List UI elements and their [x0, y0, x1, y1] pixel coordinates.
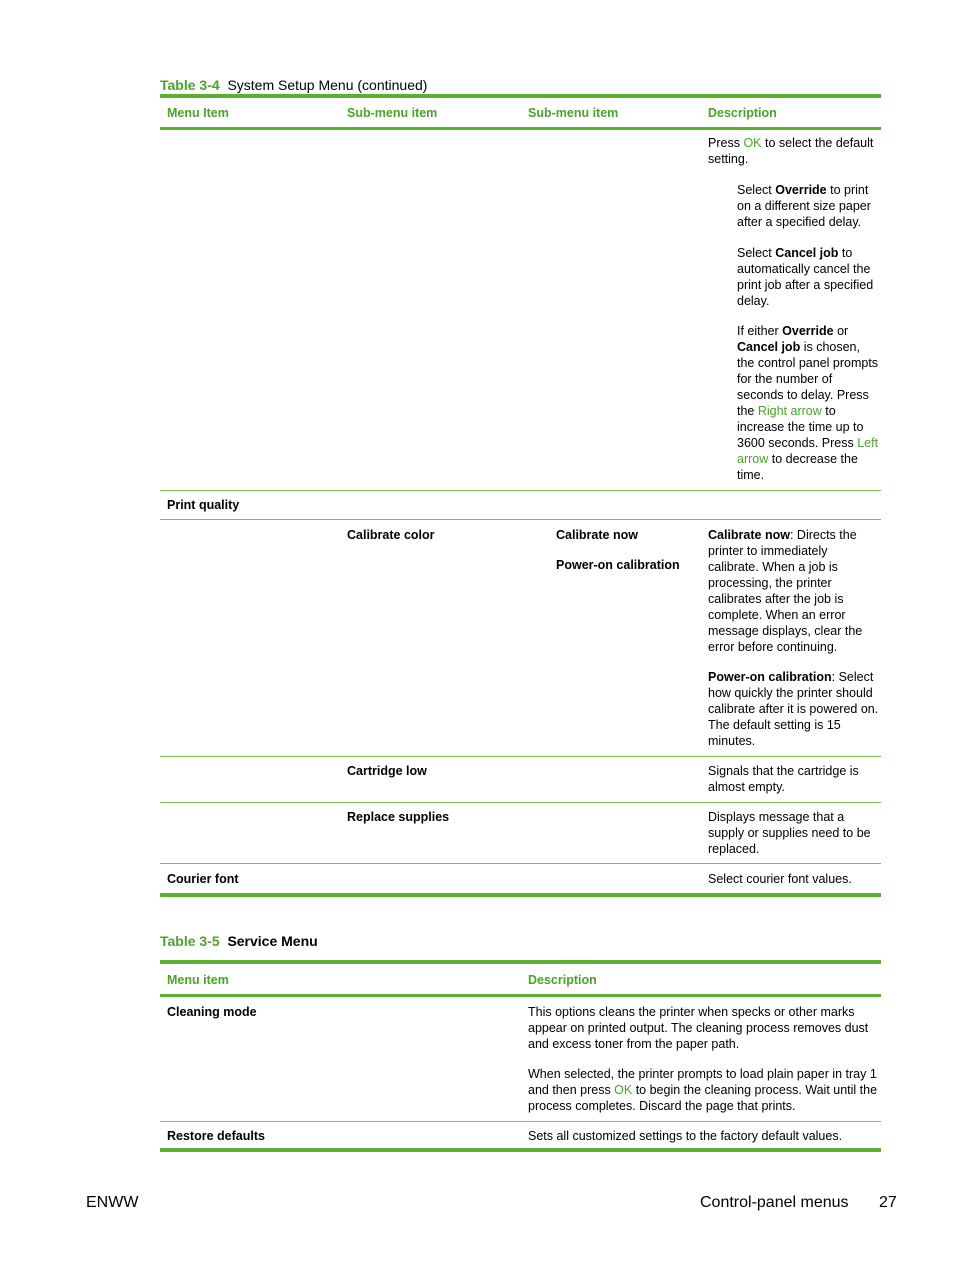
submenu-cartridge-low: Cartridge low	[347, 764, 427, 778]
header-description: Description	[528, 973, 597, 987]
courier-font-desc: Select courier font values.	[708, 872, 852, 886]
cancel-job-text: Select Cancel job to automatically cancel the print job after a specified delay.	[737, 246, 874, 308]
table-number: Table 3-5	[160, 933, 220, 949]
row-divider	[160, 1121, 881, 1122]
table-3-5-caption	[160, 932, 318, 950]
header-menu-item: Menu Item	[167, 106, 229, 120]
header-description: Description	[708, 106, 777, 120]
table-title: System Setup Menu (continued)	[227, 77, 428, 93]
header-rule	[160, 127, 881, 130]
row-divider	[160, 756, 881, 757]
power-on-calibration-desc: Power-on calibration: Select how quickly the printer should calibrate after it is powered on. The default setting is 15 minutes.	[708, 670, 879, 748]
table-bottom-rule	[160, 1148, 881, 1152]
cleaning-mode-desc-2: When selected, the printer prompts to load plain paper in tray 1 and then press OK to begin the cleaning process. Wait until the process completes. Discard the page that prints.	[528, 1067, 878, 1113]
right-arrow-key: Right arrow	[757, 404, 822, 418]
submenu-calibrate-color: Calibrate color	[347, 528, 435, 542]
table-number: Table 3-4	[160, 77, 220, 93]
header-sub-menu-item-2: Sub-menu item	[528, 106, 619, 120]
override-text: Select Override to print on a different size paper after a specified delay.	[737, 183, 871, 229]
header-sub-menu-item-1: Sub-menu item	[347, 106, 438, 120]
menu-item-print-quality: Print quality	[167, 498, 240, 512]
row-divider	[160, 490, 881, 491]
menu-item-courier-font: Courier font	[167, 872, 239, 886]
table-top-rule	[160, 960, 881, 964]
cartridge-low-desc: Signals that the cartridge is almost empty.	[708, 764, 859, 794]
ok-key: OK	[743, 136, 762, 150]
header-menu-item: Menu item	[167, 973, 229, 987]
table-title: Service Menu	[227, 933, 318, 949]
table-top-rule	[160, 94, 881, 98]
default-setting-text: Press OK to select the default setting.	[708, 136, 874, 166]
row-divider	[160, 863, 881, 864]
left-arrow-key: Left arrow	[737, 436, 879, 466]
header-rule	[160, 994, 881, 997]
table-bottom-rule	[160, 893, 881, 897]
submenu-replace-supplies: Replace supplies	[347, 810, 450, 824]
cleaning-mode-desc-1: This options cleans the printer when specks or other marks appear on printed output. The cleaning process removes dust and excess toner from the paper path.	[528, 1005, 869, 1051]
restore-defaults-desc: Sets all customized settings to the factory default values.	[528, 1129, 843, 1143]
table-3-4-caption	[160, 76, 427, 94]
menu-item-cleaning-mode: Cleaning mode	[167, 1005, 257, 1019]
calibrate-now-desc: Calibrate now: Directs the printer to immediately calibrate. When a job is processing, the printer calibrates after the job is complete. When an error message displays, clear the error before continuing.	[708, 528, 863, 654]
delay-text: If either Override or Cancel job is chosen, the control panel prompts for the number of seconds to delay. Press the Right arrow to increase the time up to 3600 seconds. Press Left arrow to decrease the time.	[737, 324, 879, 482]
submenu-power-on-calibration: Power-on calibration	[556, 558, 680, 572]
ok-key: OK	[614, 1083, 633, 1097]
menu-item-restore-defaults: Restore defaults	[167, 1129, 265, 1143]
footer-left: ENWW	[86, 1194, 139, 1211]
page-number: 27	[879, 1194, 897, 1211]
row-divider	[160, 802, 881, 803]
replace-supplies-desc: Displays message that a supply or supplies need to be replaced.	[708, 810, 871, 856]
footer-section: Control-panel menus	[700, 1194, 849, 1211]
row-divider	[160, 519, 881, 520]
submenu-calibrate-now: Calibrate now	[556, 528, 638, 542]
